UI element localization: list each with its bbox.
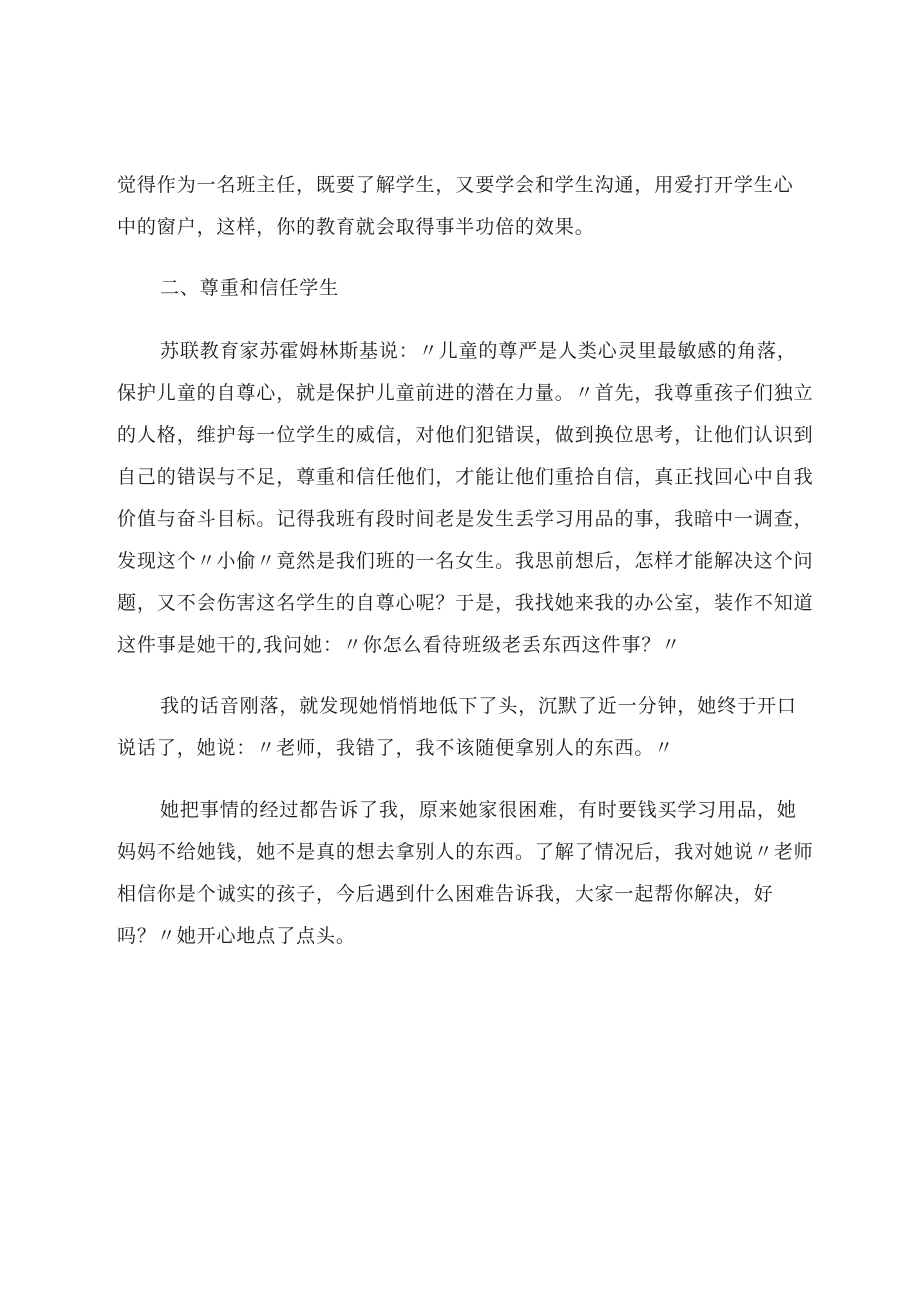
paragraph-1-line-1: 觉得作为一名班主任，既要了解学生，又要学会和学生沟通，用爱打开学生心 xyxy=(117,174,794,196)
paragraph-2-line-6: 发现这个〃小偷〃竟然是我们班的一名女生。我思前想后，怎样才能解决这个问 xyxy=(117,550,814,572)
paragraph-2-line-7: 题，又不会伤害这名学生的自尊心呢？于是，我找她来我的办公室，装作不知道 xyxy=(117,592,814,614)
paragraph-2-line-2: 保护儿童的自尊心，就是保护儿童前进的潜在力量。〃首先，我尊重孩子们独立 xyxy=(117,382,814,404)
paragraph-2-line-8: 这件事是她干的,我问她：〃你怎么看待班级老丢东西这件事？〃 xyxy=(117,634,682,656)
paragraph-3-line-1: 我的话音刚落，就发现她悄悄地低下了头，沉默了近一分钟，她终于开口 xyxy=(160,695,797,717)
paragraph-2-line-4: 自己的错误与不足，尊重和信任他们，才能让他们重拾自信，真正找回心中自我 xyxy=(117,466,814,488)
paragraph-4-line-4: 吗？〃她开心地点了点头。 xyxy=(117,925,356,947)
paragraph-2-line-3: 的人格，维护每一位学生的威信，对他们犯错误，做到换位思考，让他们认识到 xyxy=(117,424,814,446)
paragraph-3-line-2: 说话了，她说：〃老师，我错了，我不该随便拿别人的东西。〃 xyxy=(117,737,675,759)
paragraph-4-line-2: 妈妈不给她钱，她不是真的想去拿别人的东西。了解了情况后，我对她说〃老师 xyxy=(117,841,814,863)
paragraph-2-line-1: 苏联教育家苏霍姆林斯基说：〃儿童的尊严是人类心灵里最敏感的角落， xyxy=(160,340,797,362)
paragraph-4-line-3: 相信你是个诚实的孩子，今后遇到什么困难告诉我，大家一起帮你解决，好 xyxy=(117,883,774,905)
paragraph-2-line-5: 价值与奋斗目标。记得我班有段时间老是发生丢学习用品的事，我暗中一调查， xyxy=(117,508,814,530)
paragraph-1-line-2: 中的窗户，这样，你的教育就会取得事半功倍的效果。 xyxy=(117,216,595,238)
paragraph-4-line-1: 她把事情的经过都告诉了我，原来她家很困难，有时要钱买学习用品，她 xyxy=(160,799,797,821)
section-heading: 二、尊重和信任学生 xyxy=(160,277,340,299)
